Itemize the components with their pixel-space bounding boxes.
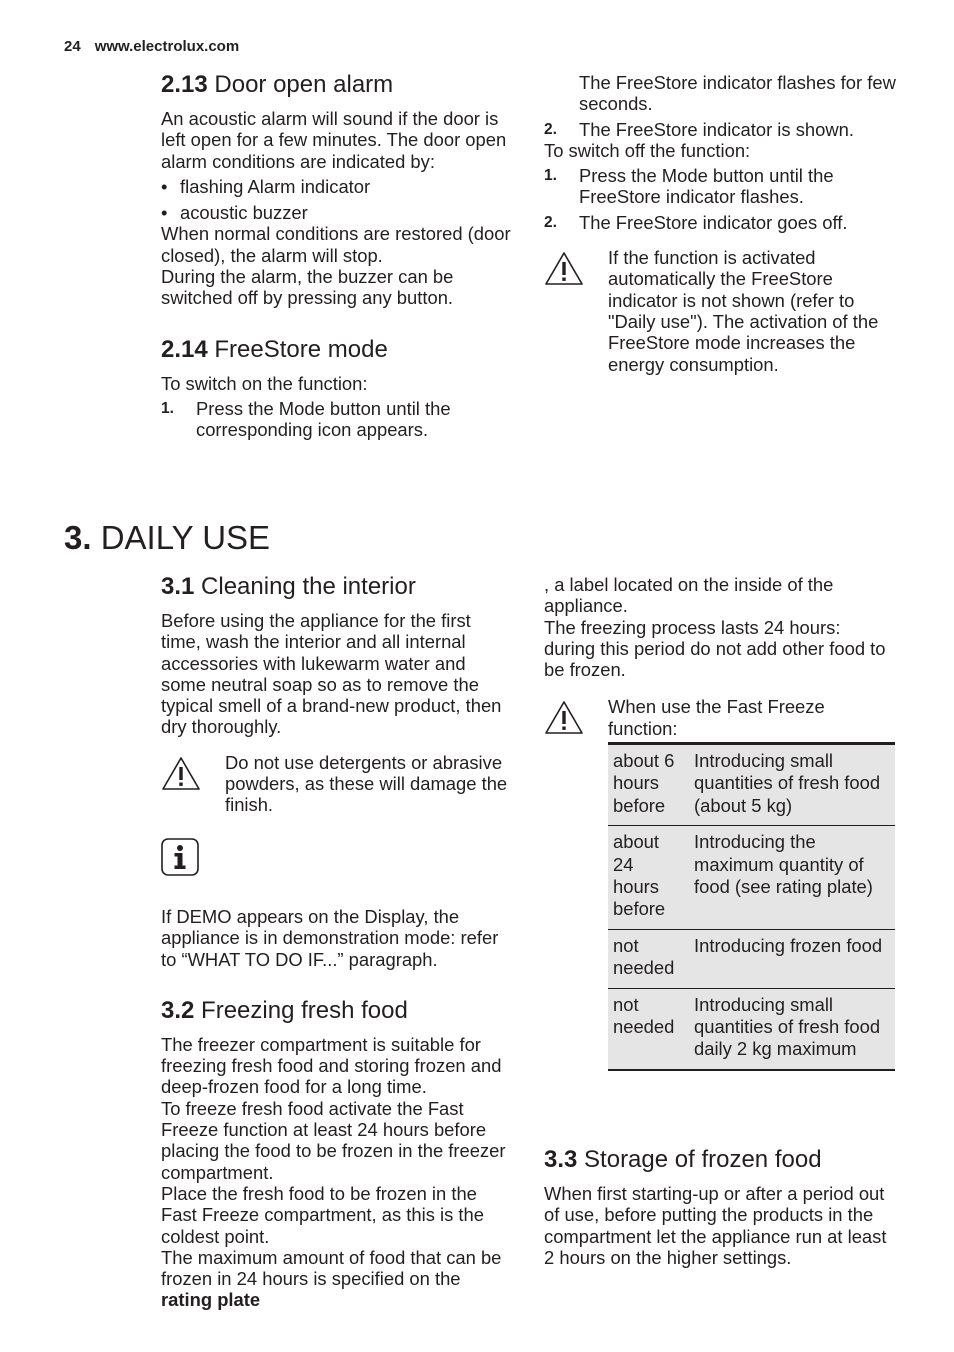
bullet-item: • flashing Alarm indicator xyxy=(161,175,371,197)
freezing-p3: Place the fresh food to be frozen in the Fast Freeze compartment, as this is the coldest point. xyxy=(161,1182,484,1247)
switch-off-intro: To switch off the function: xyxy=(544,139,751,161)
section-2-13-heading: 2.13 Door open alarm xyxy=(161,71,394,98)
detergent-warning: Do not use detergents or abrasive powders, as these will damage the finish. xyxy=(161,752,513,816)
freezing-p1: The freezer compartment is suitable for freezing fresh food and storing frozen and deep-frozen food for a long time. xyxy=(161,1033,502,1098)
storage-body: When first starting-up or after a period out of use, before putting the products in the compartment let the appliance run at least 2 hours on the higher settings. xyxy=(544,1183,887,1268)
table-cell-what: Introducing small quantities of fresh food daily 2 kg maximum xyxy=(694,993,881,1060)
door-alarm-during: During the alarm, the buzzer can be switched off by pressing any button. xyxy=(161,266,454,309)
freezing-p4-continued: , a label located on the inside of the appliance. xyxy=(544,574,834,617)
table-cell-what: Introducing the maximum quantity of food (see rating plate) xyxy=(694,831,873,898)
fast-freeze-warning: When use the Fast Freeze function: xyxy=(544,696,896,740)
door-alarm-intro: An acoustic alarm will sound if the door is left open for a few minutes. The door open alarm conditions are indicated by: xyxy=(161,108,507,172)
table-row xyxy=(608,744,895,826)
numbered-step: 2. The FreeStore indicator is shown. xyxy=(544,118,854,140)
freestore-warning: If the function is activated automatically the FreeStore indicator is not shown (refer to "Daily use"). The activation of the FreeStore mode increases the energy consumption. xyxy=(544,247,896,375)
warning-triangle-icon xyxy=(544,247,608,375)
table-cell-when: about 24 hours before xyxy=(613,831,666,920)
switch-on-intro: To switch on the function: xyxy=(161,372,368,394)
warning-triangle-icon xyxy=(161,752,225,816)
section-2-14-heading: 2.14 FreeStore mode xyxy=(161,335,388,363)
table-cell-when: not needed xyxy=(613,993,675,1038)
section-3-3 xyxy=(544,1145,896,1268)
fast-freeze-table xyxy=(608,742,895,1071)
table-cell-when: not needed xyxy=(613,934,675,979)
cleaning-body: Before using the appliance for the first time, wash the interior and all internal accessories with lukewarm water and some neutral soap so as to remove the typical smell of a brand-new product, then dry thoroughly. xyxy=(161,610,502,738)
page-number: 24 xyxy=(64,38,81,55)
numbered-step: 2. The FreeStore indicator goes off. xyxy=(544,211,848,233)
table-row xyxy=(608,929,895,988)
page-header xyxy=(64,38,239,55)
numbered-step: The FreeStore indicator flashes for few seconds. xyxy=(579,72,896,115)
section-3-3-heading: 3.3 Storage of frozen food xyxy=(544,1146,822,1173)
warning-triangle-icon xyxy=(544,696,608,740)
right-column-top xyxy=(544,72,896,375)
table-cell-what: Introducing frozen food xyxy=(694,934,883,956)
freezing-p2: To freeze fresh food activate the Fast Freeze function at least 24 hours before placing the food to be frozen in the freezer compartment. xyxy=(161,1097,506,1183)
table-cell-what: Introducing small quantities of fresh food (about 5 kg) xyxy=(694,750,881,816)
right-column-bottom xyxy=(544,574,896,741)
website-link[interactable]: www.electrolux.com xyxy=(94,38,240,55)
left-column-bottom xyxy=(161,572,513,1311)
bullet-item: • acoustic buzzer xyxy=(161,202,308,224)
freezing-p4: The maximum amount of food that can be frozen in 24 hours is specified on the rating plate xyxy=(161,1246,502,1311)
numbered-step: 1. Press the Mode button until the FreeStore indicator flashes. xyxy=(544,165,834,208)
section-3-2-heading: 3.2 Freezing fresh food xyxy=(161,996,408,1024)
table-row xyxy=(608,988,895,1070)
door-alarm-restored: When normal conditions are restored (door closed), the alarm will stop. xyxy=(161,223,511,266)
freezing-p5: The freezing process lasts 24 hours: during this period do not add other food to be frozen. xyxy=(544,616,886,681)
info-icon xyxy=(161,838,513,880)
numbered-step: 1. Press the Mode button until the corresponding icon appears. xyxy=(161,397,451,441)
table-row xyxy=(608,826,895,930)
section-3-1-heading: 3.1 Cleaning the interior xyxy=(161,573,416,600)
chapter-3-heading: 3. DAILY USE xyxy=(64,519,271,556)
left-column-top xyxy=(161,70,513,441)
table-cell-when: about 6 hours before xyxy=(613,750,675,816)
demo-info: If DEMO appears on the Display, the appliance is in demonstration mode: refer to “WHAT TO DO IF...” paragraph. xyxy=(161,905,499,970)
